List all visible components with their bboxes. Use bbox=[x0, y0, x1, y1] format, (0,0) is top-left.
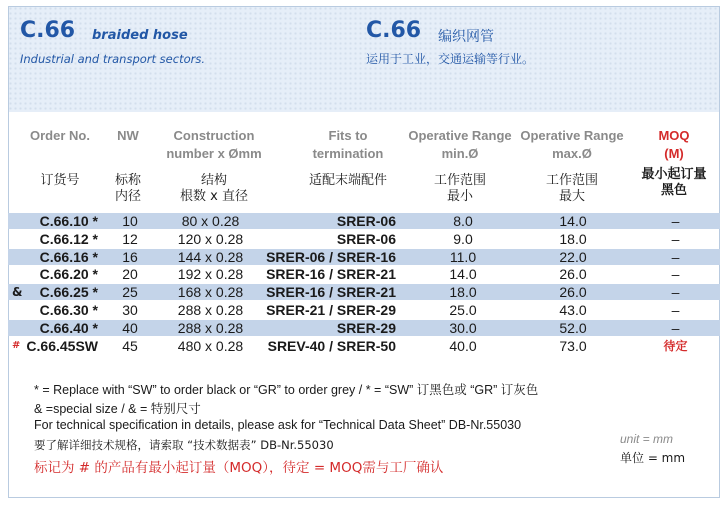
table-row bbox=[8, 284, 720, 300]
cell-cons: 144 x 0.28 bbox=[177, 249, 244, 265]
cell-order: C.66.12 * bbox=[39, 231, 98, 247]
col-max-en2: max.Ø bbox=[552, 146, 592, 161]
table-row bbox=[8, 320, 720, 336]
cell-cons: 288 x 0.28 bbox=[177, 302, 244, 318]
col-max-zh2: 最大 bbox=[558, 189, 585, 204]
cell-fits: SREV-40 / SRER-50 bbox=[267, 338, 396, 354]
cell-fits: SRER-06 bbox=[336, 213, 396, 229]
col-nw-en: NW bbox=[117, 128, 139, 143]
cell-max: 26.0 bbox=[559, 284, 587, 300]
cell-max: 73.0 bbox=[559, 338, 587, 354]
cell-moq: – bbox=[671, 320, 680, 336]
cell-nw: 12 bbox=[122, 231, 138, 247]
col-moq-heading bbox=[632, 127, 716, 163]
col-cons-en1: Construction bbox=[173, 128, 255, 143]
table-row bbox=[8, 266, 720, 282]
col-construction-heading bbox=[155, 127, 273, 163]
cell-cons: 120 x 0.28 bbox=[177, 231, 244, 247]
col-max-en1: Operative Range bbox=[520, 128, 624, 143]
cell-min: 14.0 bbox=[449, 266, 477, 282]
cell-max: 18.0 bbox=[559, 231, 587, 247]
cell-cons: 480 x 0.28 bbox=[177, 338, 244, 354]
product-name-zh: 编织网管 bbox=[438, 29, 494, 45]
col-nw-heading bbox=[106, 127, 150, 145]
cell-max: 43.0 bbox=[559, 302, 587, 318]
cell-moq: – bbox=[671, 213, 680, 229]
col-moq-en1: MOQ bbox=[658, 128, 690, 143]
cell-order: C.66.16 * bbox=[39, 249, 98, 265]
col-min-zh2: 最小 bbox=[446, 189, 473, 204]
cell-nw: 20 bbox=[122, 266, 138, 282]
cell-max: 22.0 bbox=[559, 249, 587, 265]
col-moq-zh bbox=[632, 167, 716, 199]
col-fits-zh: 适配末端配件 bbox=[308, 173, 387, 188]
col-max-zh1: 工作范围 bbox=[545, 173, 598, 188]
note-datasheet-en: For technical specification in details, please ask for “Technical Data Sheet” DB-Nr.55030 bbox=[34, 418, 522, 432]
cell-min: 30.0 bbox=[449, 320, 477, 336]
col-moq-zh1: 最小起订量 bbox=[641, 167, 707, 182]
col-cons-en2: number x Ømm bbox=[166, 146, 262, 161]
cell-nw: 30 bbox=[122, 302, 138, 318]
col-fits-heading bbox=[292, 127, 404, 163]
note-replace-color: * = Replace with “SW” to order black or “GR” to order grey / * = “SW” 订黑色或 “GR” 订灰色 bbox=[34, 383, 539, 397]
cell-min: 9.0 bbox=[453, 231, 473, 247]
col-min-en1: Operative Range bbox=[408, 128, 512, 143]
table-row bbox=[8, 338, 720, 354]
cell-moq: 待定 bbox=[663, 339, 688, 353]
col-min-zh1: 工作范围 bbox=[433, 173, 486, 188]
row-marker: # bbox=[12, 340, 21, 351]
cell-max: 14.0 bbox=[559, 213, 587, 229]
cell-fits: SRER-06 / SRER-16 bbox=[266, 249, 396, 265]
cell-order: C.66.25 * bbox=[39, 284, 98, 300]
note-moq: 标记为 # 的产品有最小起订量（MOQ），待定 = MOQ需与工厂确认 bbox=[34, 460, 444, 476]
cell-fits: SRER-16 / SRER-21 bbox=[266, 284, 396, 300]
cell-moq: – bbox=[671, 284, 680, 300]
cell-cons: 288 x 0.28 bbox=[177, 320, 244, 336]
cell-fits: SRER-06 bbox=[336, 231, 396, 247]
product-code: C.66 bbox=[20, 18, 76, 43]
col-fits-en1: Fits to bbox=[328, 128, 368, 143]
cell-fits: SRER-16 / SRER-21 bbox=[266, 266, 396, 282]
cell-nw: 25 bbox=[122, 284, 138, 300]
col-order-en: Order No. bbox=[30, 128, 90, 143]
unit-label-en: unit = mm bbox=[620, 432, 674, 446]
col-nw-zh bbox=[106, 173, 150, 205]
unit-label-zh: 单位 = mm bbox=[620, 451, 686, 465]
cell-moq: – bbox=[671, 249, 680, 265]
col-cons-zh1: 结构 bbox=[200, 173, 227, 188]
table-row bbox=[8, 231, 720, 247]
col-moq-en2: (M) bbox=[664, 146, 684, 161]
col-moq-zh2: 黑色 bbox=[660, 183, 687, 198]
col-max-heading bbox=[518, 127, 626, 163]
cell-cons: 80 x 0.28 bbox=[181, 213, 240, 229]
cell-min: 8.0 bbox=[453, 213, 473, 229]
col-order-zh: 订货号 bbox=[40, 173, 80, 188]
cell-nw: 10 bbox=[122, 213, 138, 229]
cell-cons: 168 x 0.28 bbox=[177, 284, 244, 300]
col-construction-zh bbox=[155, 173, 273, 205]
cell-order: C.66.20 * bbox=[39, 266, 98, 282]
cell-fits: SRER-29 bbox=[336, 320, 396, 336]
cell-moq: – bbox=[671, 302, 680, 318]
product-description-zh: 运用于工业，交通运输等行业。 bbox=[366, 52, 535, 66]
cell-nw: 45 bbox=[122, 338, 138, 354]
cell-min: 11.0 bbox=[449, 249, 477, 265]
col-min-zh bbox=[406, 173, 514, 205]
cell-nw: 16 bbox=[122, 249, 138, 265]
cell-moq: – bbox=[671, 231, 680, 247]
cell-order: C.66.40 * bbox=[39, 320, 98, 336]
note-special-size: & =special size / & = 特别尺寸 bbox=[34, 402, 201, 416]
table-row bbox=[8, 302, 720, 318]
cell-max: 26.0 bbox=[559, 266, 587, 282]
cell-order: C.66.30 * bbox=[39, 302, 98, 318]
col-fits-en2: termination bbox=[312, 146, 384, 161]
col-order-heading bbox=[20, 127, 100, 145]
col-min-heading bbox=[406, 127, 514, 163]
table-row bbox=[8, 213, 720, 229]
cell-min: 25.0 bbox=[449, 302, 477, 318]
cell-order: C.66.10 * bbox=[39, 213, 98, 229]
cell-cons: 192 x 0.28 bbox=[177, 266, 244, 282]
col-nw-zh1: 标称 bbox=[114, 173, 141, 188]
col-nw-zh2: 内径 bbox=[114, 189, 141, 204]
cell-min: 40.0 bbox=[449, 338, 477, 354]
cell-moq: – bbox=[671, 266, 680, 282]
product-description-en: Industrial and transport sectors. bbox=[20, 52, 205, 66]
product-name-en: braided hose bbox=[92, 28, 188, 43]
note-datasheet-zh: 要了解详细技术规格，请索取 “技术数据表” DB-Nr.55030 bbox=[34, 438, 334, 452]
col-cons-zh2: 根数 x 直径 bbox=[180, 189, 248, 204]
col-min-en2: min.Ø bbox=[441, 146, 479, 161]
col-max-zh bbox=[518, 173, 626, 205]
table-row bbox=[8, 249, 720, 265]
row-marker: & bbox=[12, 285, 23, 299]
cell-max: 52.0 bbox=[559, 320, 587, 336]
product-code-zh-side: C.66 bbox=[366, 18, 422, 43]
cell-nw: 40 bbox=[122, 320, 138, 336]
cell-fits: SRER-21 / SRER-29 bbox=[266, 302, 396, 318]
cell-min: 18.0 bbox=[449, 284, 477, 300]
cell-order: C.66.45SW bbox=[26, 338, 98, 354]
